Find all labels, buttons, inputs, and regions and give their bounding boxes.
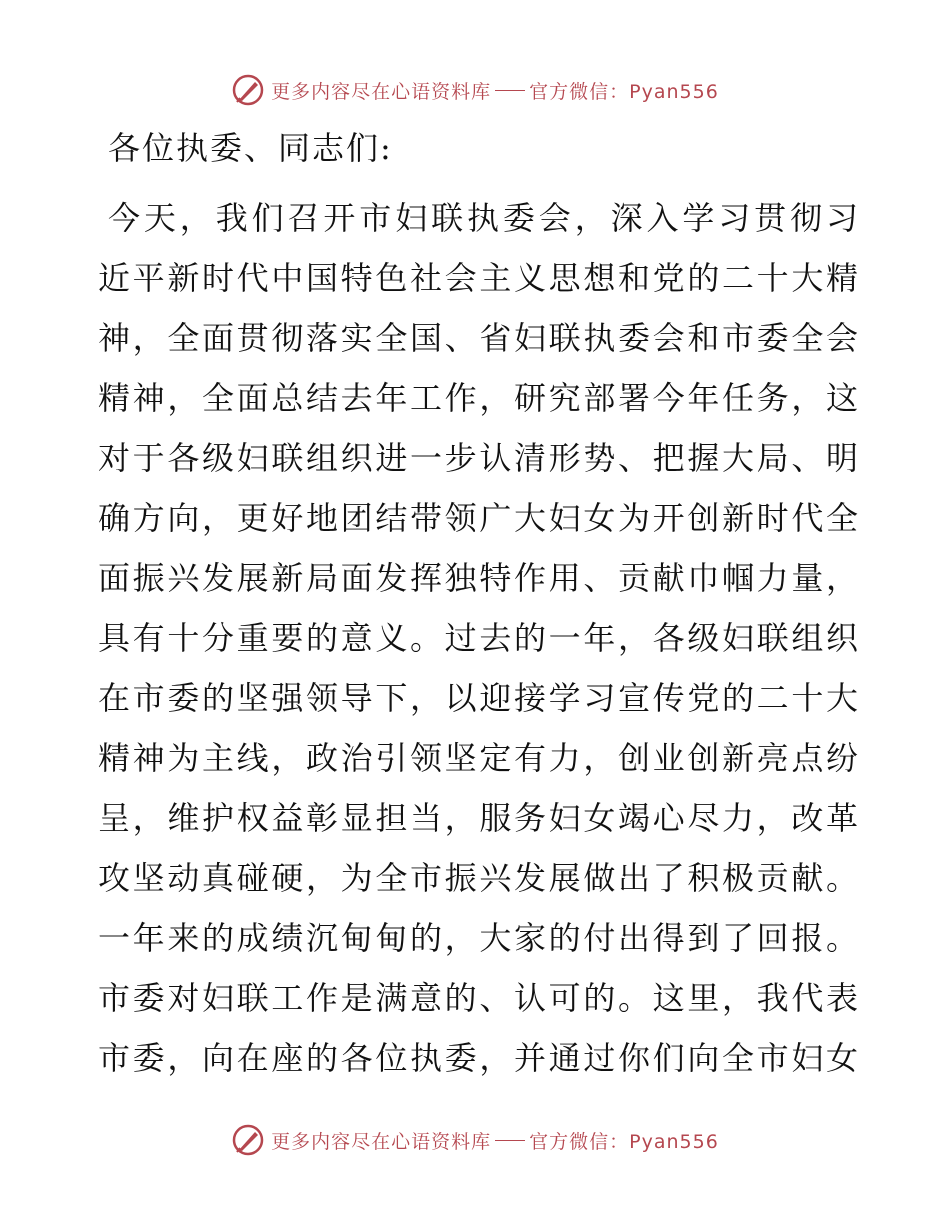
watermark-wechat: 官方微信：Pyan556 — [529, 80, 719, 103]
paragraph-line: 确方向，更好地团结带领广大妇女为开创新时代全 — [98, 499, 858, 537]
watermark-banner-bottom — [0, 1120, 950, 1160]
watermark-text: 更多内容尽在心语资料库 — [271, 80, 492, 103]
watermark-separator — [495, 90, 525, 91]
watermark-text: 更多内容尽在心语资料库 — [271, 1130, 492, 1153]
paragraph-line: 精神为主线，政治引领坚定有力，创业创新亮点纷 — [98, 739, 858, 777]
paragraph-line: 具有十分重要的意义。过去的一年，各级妇联组织 — [98, 619, 858, 657]
quill-logo-icon — [231, 1123, 265, 1157]
watermark-banner-top — [0, 70, 950, 110]
paragraph — [98, 188, 858, 1088]
paragraph-line: 市委对妇联工作是满意的、认可的。这里，我代表 — [98, 979, 858, 1017]
paragraph-line: 攻坚动真碰硬，为全市振兴发展做出了积极贡献。 — [98, 859, 858, 897]
paragraph-line: 市委，向在座的各位执委，并通过你们向全市妇女 — [98, 1039, 858, 1077]
paragraph-line: 一年来的成绩沉甸甸的，大家的付出得到了回报。 — [98, 919, 858, 957]
paragraph-line: 今天，我们召开市妇联执委会，深入学习贯彻习 — [108, 199, 858, 237]
salutation: 各位执委、同志们: — [108, 129, 393, 167]
watermark-wechat: 官方微信：Pyan556 — [529, 1130, 719, 1153]
paragraph-line: 呈，维护权益彰显担当，服务妇女竭心尽力，改革 — [98, 799, 858, 837]
paragraph-line: 面振兴发展新局面发挥独特作用、贡献巾帼力量， — [98, 559, 858, 597]
paragraph-line: 对于各级妇联组织进一步认清形势、把握大局、明 — [98, 439, 858, 477]
quill-logo-icon — [231, 73, 265, 107]
document-body — [98, 124, 858, 1088]
paragraph-line: 神，全面贯彻落实全国、省妇联执委会和市委全会 — [98, 319, 858, 357]
watermark-separator — [495, 1140, 525, 1141]
paragraph-line: 精神，全面总结去年工作，研究部署今年任务，这 — [98, 379, 858, 417]
paragraph-line: 近平新时代中国特色社会主义思想和党的二十大精 — [98, 259, 858, 297]
paragraph-line: 在市委的坚强领导下，以迎接学习宣传党的二十大 — [98, 679, 858, 717]
